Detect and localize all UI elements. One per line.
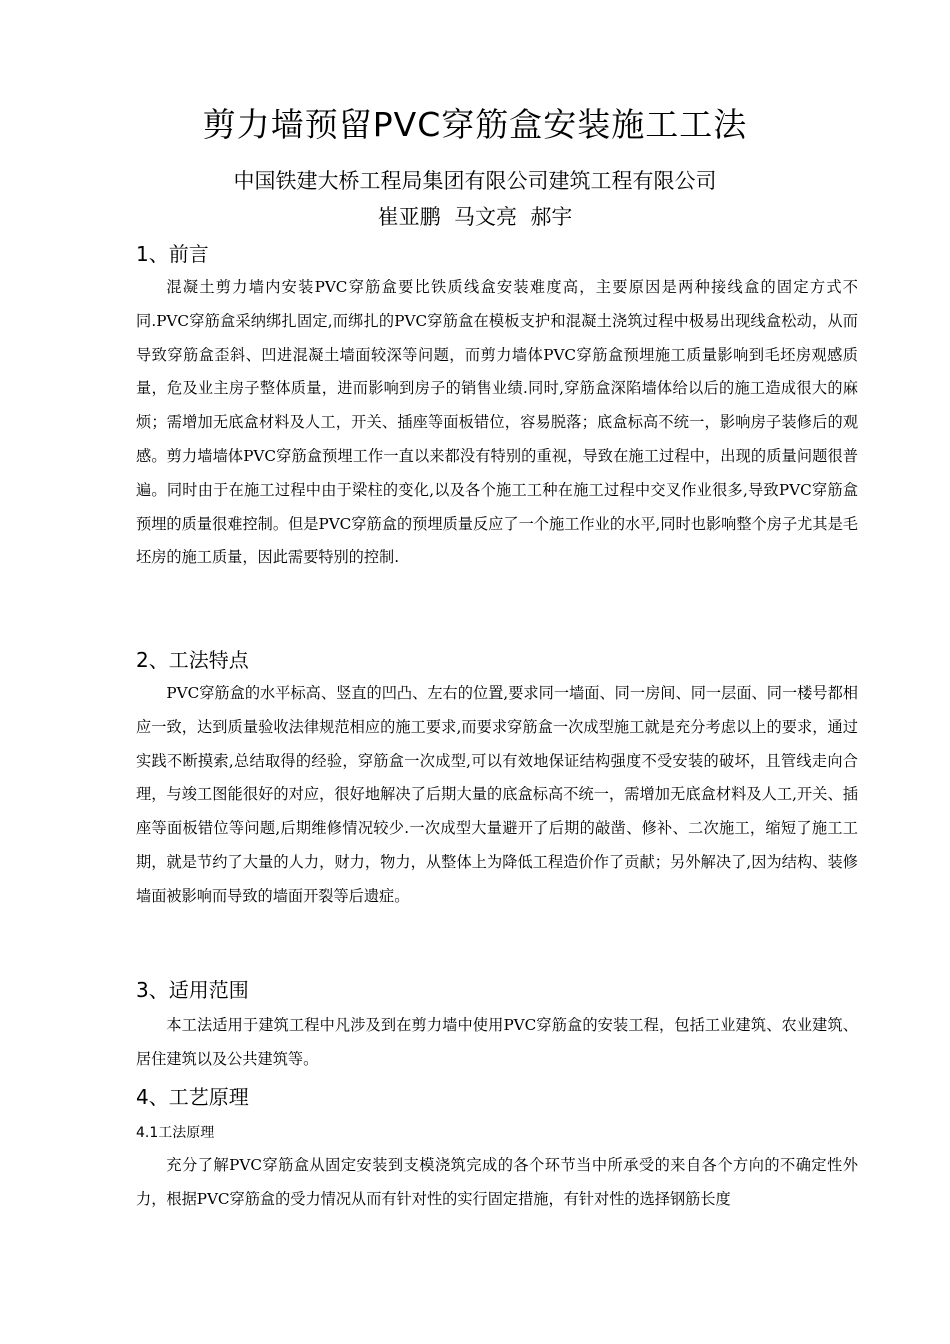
organization-line: 中国铁建大桥工程局集团有限公司建筑工程有限公司 xyxy=(233,169,717,193)
section-paragraph-2: PVC穿筋盒的水平标高、竖直的凹凸、左右的位置,要求同一墙面、同一房间、同一层面、同一楼号都相应一致，达到质量验收法律规范相应的施工要求,而要求穿筋盒一次成型施工就是充分考虑以上的要求，通过实践不断摸索,总结取得的经验，穿筋盒一次成型,可以有效地保证结构强度不受安装的破坏，且管线走向合理，与竣工图能很好的对应，很好地解决了后期大量的底盒标高不统一，需增加无底盒材料及人工,开关、插座等面板错位等问题,后期维修情况较少.一次成型大量避开了后期的敲凿、修补、二次施工，缩短了施工工期，就是节约了大量的人力，财力，物力，从整体上为降低工程造价作了贡献；另外解决了,因为结构、装修墙面被影响而导致的墙面开裂等后遗症。 xyxy=(136,684,858,905)
section-heading-1: 1、前言 xyxy=(136,242,209,266)
document-title: 剪力墙预留PVC穿筋盒安装施工工法 xyxy=(202,105,748,144)
section-heading-4: 4、工艺原理 xyxy=(136,1085,249,1109)
section-paragraph-3: 本工法适用于建筑工程中凡涉及到在剪力墙中使用PVC穿筋盒的安装工程，包括工业建筑、农业建筑、居住建筑以及公共建筑等。 xyxy=(136,1016,858,1068)
subsection-heading-4-1: 4.1工法原理 xyxy=(136,1125,215,1141)
section-paragraph-1: 混凝土剪力墙内安装PVC穿筋盒要比铁质线盒安装难度高，主要原因是两种接线盒的固定方式不同.PVC穿筋盒采纳绑扎固定,而绑扎的PVC穿筋盒在模板支护和混凝土浇筑过程中极易出现线盒松动，从而导致穿筋盒歪斜、凹进混凝土墙面较深等问题，而剪力墙体PVC穿筋盒预埋施工质量影响到毛坯房观感质量，危及业主房子整体质量，进而影响到房子的销售业绩.同时,穿筋盒深陷墙体给以后的施工造成很大的麻烦；需增加无底盒材料及人工，开关、插座等面板错位，容易脱落；底盒标高不统一，影响房子装修后的观感。剪力墙墙体PVC穿筋盒预埋工作一直以来都没有特别的重视，导致在施工过程中，出现的质量问题很普遍。同时由于在施工过程中由于梁柱的变化,以及各个施工工种在施工过程中交叉作业很多,导致PVC穿筋盒预埋的质量很难控制。但是PVC穿筋盒的预埋质量反应了一个施工作业的水平,同时也影响整个房子尤其是毛坯房的施工质量，因此需要特别的控制. xyxy=(136,278,858,567)
authors-line: 崔亚鹏 马文亮 郝宇 xyxy=(377,205,573,229)
section-paragraph-4: 充分了解PVC穿筋盒从固定安装到支模浇筑完成的各个环节当中所承受的来自各个方向的不确定性外力，根据PVC穿筋盒的受力情况从而有针对性的实行固定措施，有针对性的选择钢筋长度 xyxy=(136,1156,858,1208)
section-heading-3: 3、适用范围 xyxy=(136,978,249,1002)
section-heading-2: 2、工法特点 xyxy=(136,648,249,672)
